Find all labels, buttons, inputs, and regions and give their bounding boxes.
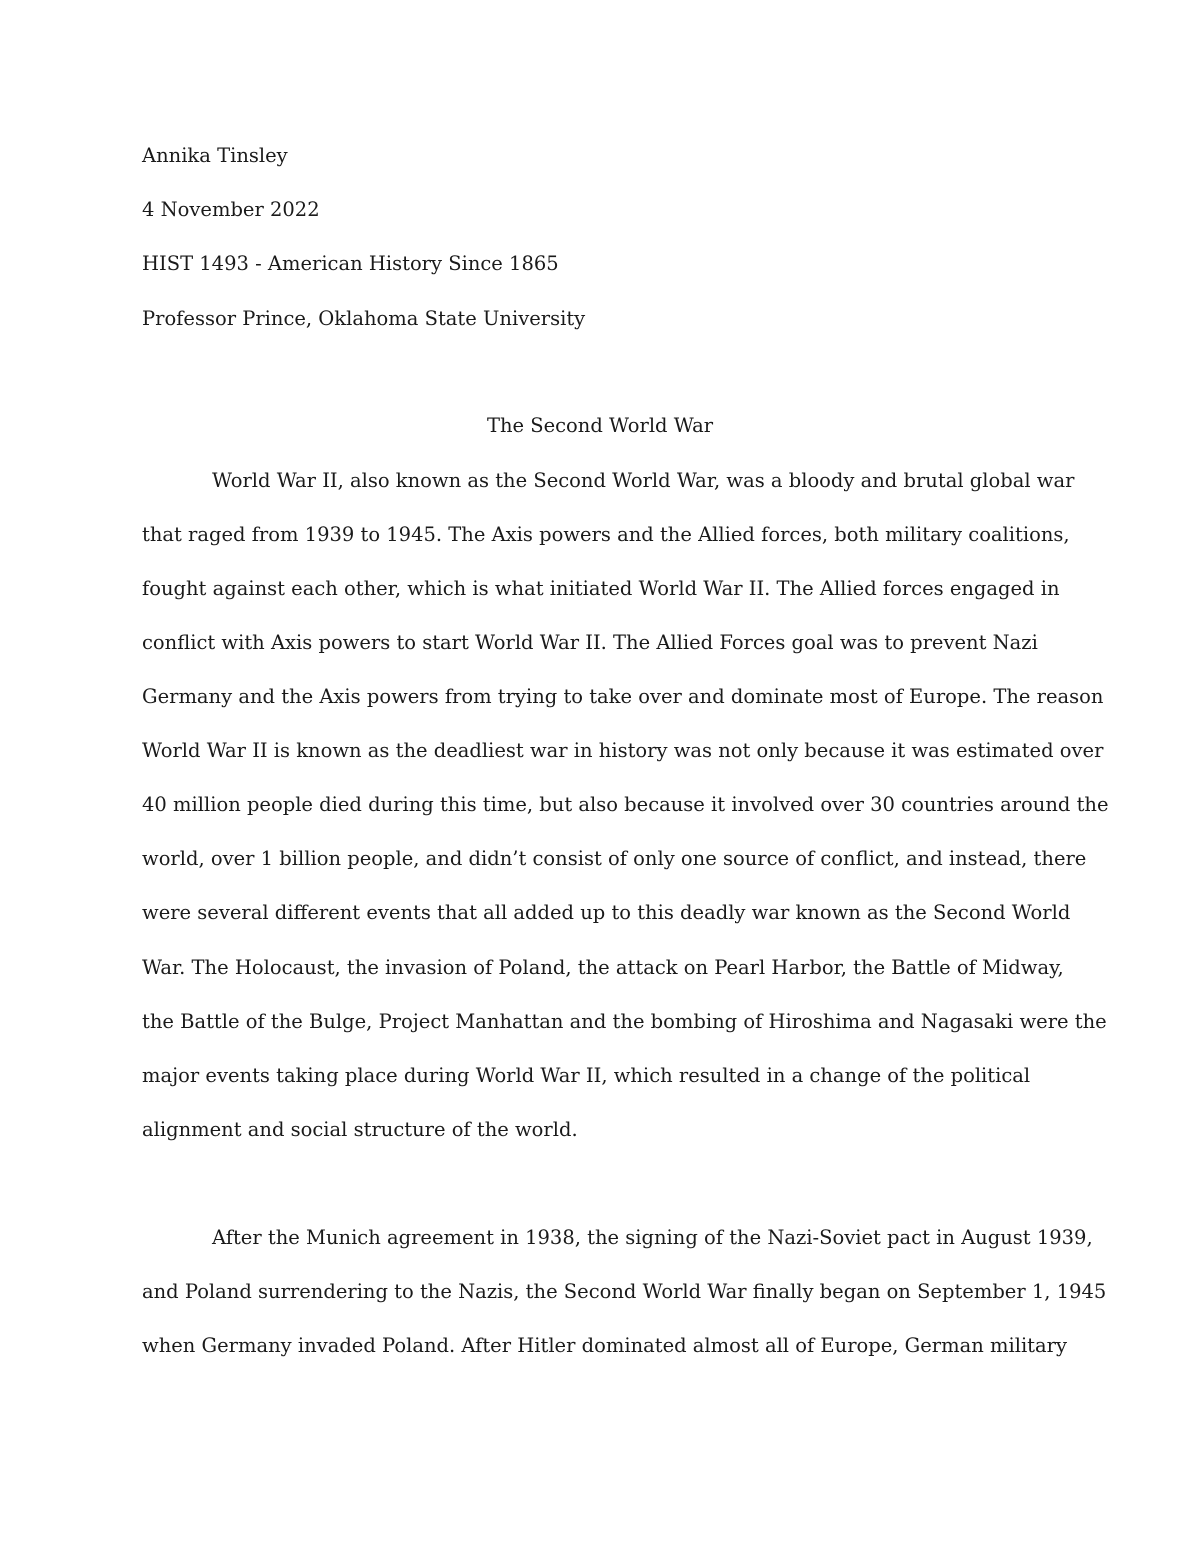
author-name: Annika Tinsley: [142, 144, 288, 167]
paragraph1-line: War. The Holocaust, the invasion of Poland, the attack on Pearl Harbor, the Battle of Midway,: [142, 956, 1064, 979]
paragraph1-line: World War II is known as the deadliest war in history was not only because it was estimated over: [142, 739, 1104, 762]
paragraph1-line: World War II, also known as the Second World War, was a bloody and brutal global war: [212, 469, 1075, 492]
paragraph2-line: and Poland surrendering to the Nazis, the Second World War finally began on September 1, 1945: [142, 1280, 1107, 1303]
paragraph1-line: conflict with Axis powers to start World War II. The Allied Forces goal was to prevent Nazi: [142, 631, 1038, 654]
instructor-line: Professor Prince, Oklahoma State University: [142, 307, 586, 330]
paragraph1-line: that raged from 1939 to 1945. The Axis powers and the Allied forces, both military coalitions,: [142, 523, 1070, 546]
paragraph1-line: world, over 1 billion people, and didn’t consist of only one source of conflict, and instead, there: [142, 847, 1087, 870]
paragraph2-line: when Germany invaded Poland. After Hitler dominated almost all of Europe, German military: [142, 1334, 1067, 1357]
paragraph1-line: major events taking place during World War II, which resulted in a change of the political: [142, 1064, 1031, 1087]
paragraph1-line: the Battle of the Bulge, Project Manhattan and the bombing of Hiroshima and Nagasaki were the: [142, 1010, 1107, 1033]
essay-title: The Second World War: [486, 414, 714, 437]
paragraph1-line: fought against each other, which is what initiated World War II. The Allied forces engaged in: [142, 577, 1060, 600]
paragraph1-line: Germany and the Axis powers from trying to take over and dominate most of Europe. The reason: [142, 685, 1104, 708]
date-line: 4 November 2022: [142, 198, 320, 221]
paragraph1-line: were several different events that all added up to this deadly war known as the Second World: [142, 901, 1071, 924]
paragraph1-line: alignment and social structure of the world.: [142, 1118, 578, 1141]
paragraph1-line: 40 million people died during this time, but also because it involved over 30 countries around the: [142, 793, 1109, 816]
course-line: HIST 1493 - American History Since 1865: [142, 252, 559, 275]
paragraph2-line: After the Munich agreement in 1938, the signing of the Nazi-Soviet pact in August 1939,: [212, 1226, 1093, 1249]
